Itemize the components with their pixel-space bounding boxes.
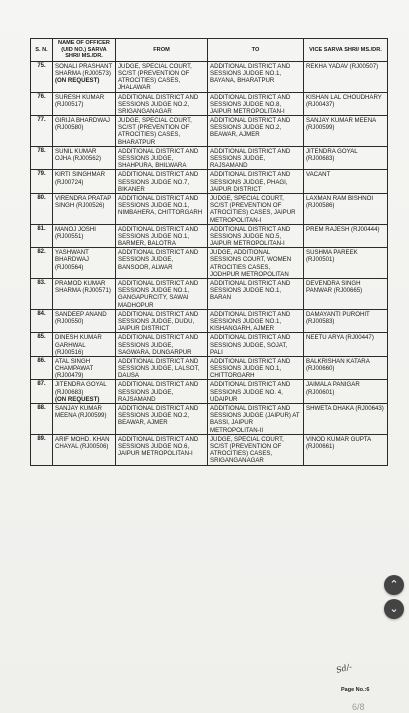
officer-name: SONALI PRASHANT SHARMA (RJ00573) [55, 62, 113, 77]
officer-name: SANJAY KUMAR MEENA (RJ00599) [55, 405, 107, 420]
cell-to: ADDITIONAL DISTRICT AND SESSIONS JUDGE NO.5, JAIPUR METROPOLITAN-I [208, 224, 304, 248]
officer-name: YASHWANT BHARDWAJ (RJ00564) [55, 249, 89, 271]
table-body [31, 61, 388, 465]
officer-name: ATAL SINGH CHAMPAWAT (RJ00479) [55, 357, 94, 380]
cell-sn: 85. [31, 333, 53, 357]
table-row [31, 146, 388, 170]
officer-name: JITENDRA GOYAL (RJ00683) [55, 381, 107, 396]
cell-vice: JAIMALA PANIGAR (RJ00601) [304, 380, 388, 404]
page-up-button[interactable] [384, 575, 404, 595]
cell-vice: VACANT [304, 170, 388, 194]
cell-vice: DAMAYANTI PUROHIT (RJ00583) [304, 309, 388, 333]
cell-from: ADDITIONAL DISTRICT AND SESSIONS JUDGE NO.6, JAIPUR METROPOLITAN-I [116, 434, 208, 465]
cell-to: JUDGE, SPECIAL COURT, SC/ST (PREVENTION OF ATROCITIES) CASES, JAIPUR METROPOLITAN-I [208, 193, 304, 224]
cell-from: ADDITIONAL DISTRICT AND SESSIONS JUDGE, RAJSAMAND [116, 380, 208, 404]
cell-from: ADDITIONAL DISTRICT AND SESSIONS JUDGE, DUDU, JAIPUR DISTRICT [116, 309, 208, 333]
cell-from: ADDITIONAL DISTRICT AND SESSIONS JUDGE, SAGWARA, DUNGARPUR [116, 333, 208, 357]
cell-sn: 87. [31, 380, 53, 404]
cell-sn: 86. [31, 356, 53, 380]
request-note: (ON REQUEST) [55, 395, 100, 403]
cell-from: ADDITIONAL DISTRICT AND SESSIONS JUDGE NO.2, BEAWAR, AJMER [116, 404, 208, 435]
officer-name: SANDEEP ANAND (RJ00550) [55, 310, 107, 325]
request-note: (ON REQUEST) [55, 77, 100, 85]
cell-vice: LAXMAN RAM BISHNOI (RJ00586) [304, 193, 388, 224]
officer-name: GIRIJA BHARDWAJ (RJ00580) [55, 117, 110, 132]
cell-officer [53, 356, 116, 380]
chevron-up-icon: ⌃ [389, 578, 399, 591]
cell-officer [53, 116, 116, 147]
cell-vice: KISHAN LAL CHOUDHARY (RJ00437) [304, 92, 388, 116]
transfer-table [30, 38, 388, 466]
cell-to: JUDGE, ADDITIONAL SESSIONS COURT, WOMEN ATROCITIES CASES, JODHPUR METROPOLITAN [208, 248, 304, 279]
cell-to: ADDITIONAL DISTRICT AND SESSIONS JUDGE, RAJSAMAND [208, 146, 304, 170]
cell-vice: SHWETA DHAKA (RJ00643) [304, 404, 388, 435]
table-row [31, 333, 388, 357]
cell-vice: NEETU ARYA (RJ00447) [304, 333, 388, 357]
cell-from: ADDITIONAL DISTRICT AND SESSIONS JUDGE NO.1, NIMBAHERA, CHITTORGARH [116, 193, 208, 224]
table-row [31, 380, 388, 404]
officer-name: VIRENDRA PRATAP SINGH (RJ00526) [55, 194, 112, 210]
signature: Sd/- [335, 662, 353, 675]
officer-name: SURESH KUMAR (RJ00517) [55, 93, 105, 108]
cell-to: ADDITIONAL DISTRICT AND SESSIONS JUDGE NO.8, JAIPUR METROPOLITAN-I [208, 92, 304, 116]
cell-to: ADDITIONAL DISTRICT AND SESSIONS JUDGE NO.2, BEAWAR, AJMER [208, 116, 304, 147]
cell-to: ADDITIONAL DISTRICT AND SESSIONS JUDGE NO.1, BAYANA, BHARATPUR [208, 61, 304, 92]
cell-vice: REKHA YADAV (RJ00507) [304, 61, 388, 92]
officer-name: PRAMOD KUMAR SHARMA (RJ00571) [55, 280, 111, 295]
cell-officer [53, 146, 116, 170]
cell-vice: PREM RAJESH (RJ00444) [304, 224, 388, 248]
cell-vice: DEVENDRA SINGH PANWAR (RJ00665) [304, 279, 388, 310]
cell-from: ADDITIONAL DISTRICT AND SESSIONS JUDGE NO.2, SRIGANGANAGAR [116, 92, 208, 116]
officer-name: DINESH KUMAR GARHWAL (RJ00516) [55, 334, 102, 356]
cell-from: JUDGE, SPECIAL COURT, SC/ST (PREVENTION OF ATROCITIES) CASES, JHALAWAR [116, 61, 208, 92]
cell-sn: 78. [31, 146, 53, 170]
table-row [31, 92, 388, 116]
page-number: Page No.:6 [341, 687, 370, 693]
table-row [31, 224, 388, 248]
cell-from: ADDITIONAL DISTRICT AND SESSIONS JUDGE, SHAHPURA, BHILWARA [116, 146, 208, 170]
cell-sn: 80. [31, 193, 53, 224]
cell-to: ADDITIONAL DISTRICT AND SESSIONS JUDGE NO.1, BARAN [208, 279, 304, 310]
cell-to: ADDITIONAL DISTRICT AND SESSIONS JUDGE NO. 4, UDAIPUR [208, 380, 304, 404]
cell-to: ADDITIONAL DISTRICT AND SESSIONS JUDGE, SOJAT, PALI [208, 333, 304, 357]
cell-officer [53, 333, 116, 357]
table-row [31, 116, 388, 147]
cell-from: ADDITIONAL DISTRICT AND SESSIONS JUDGE NO.1, GANGAPURCITY, SAWAI MADHOPUR [116, 279, 208, 310]
cell-to: ADDITIONAL DISTRICT AND SESSIONS JUDGE (JAIPUR) AT BASSI, JAIPUR METROPOLITAN-II [208, 404, 304, 435]
cell-officer [53, 61, 116, 92]
cell-officer [53, 193, 116, 224]
cell-vice: JITENDRA GOYAL (RJ00683) [304, 146, 388, 170]
table-row [31, 434, 388, 465]
cell-to: ADDITIONAL DISTRICT AND SESSIONS JUDGE, PHAGI, JAIPUR DISTRICT [208, 170, 304, 194]
officer-name: MANOJ JOSHI (RJ00551) [55, 225, 96, 240]
cell-vice: SANJAY KUMAR MEENA (RJ00599) [304, 116, 388, 147]
header-officer: NAME OF OFFICER (UID NO.) SARVA SHRI/ MS./DR. [53, 39, 116, 62]
cell-officer [53, 224, 116, 248]
table-header-row [31, 39, 388, 62]
table-row [31, 356, 388, 380]
page-down-button[interactable] [384, 599, 404, 619]
cell-officer [53, 434, 116, 465]
cell-from: JUDGE, SPECIAL COURT, SC/ST (PREVENTION OF ATROCITIES) CASES, BHARATPUR [116, 116, 208, 147]
table-row [31, 404, 388, 435]
officer-name: ARIF MOHD. KHAN CHAYAL (RJ00506) [55, 435, 110, 450]
cell-to: JUDGE, SPECIAL COURT, SC/ST (PREVENTION OF ATROCITIES) CASES, SRIGANGANAGAR [208, 434, 304, 465]
table-row [31, 248, 388, 279]
cell-from: ADDITIONAL DISTRICT AND SESSIONS JUDGE, BANSOOR, ALWAR [116, 248, 208, 279]
header-to: TO [208, 39, 304, 62]
cell-to: ADDITIONAL DISTRICT AND SESSIONS JUDGE NO.1, KISHANGARH, AJMER [208, 309, 304, 333]
header-from: FROM [116, 39, 208, 62]
cell-sn: 79. [31, 170, 53, 194]
officer-name: SUNIL KUMAR OJHA (RJ00562) [55, 147, 102, 163]
cell-sn: 75. [31, 61, 53, 92]
cell-officer [53, 279, 116, 310]
cell-sn: 81. [31, 224, 53, 248]
table-row [31, 309, 388, 333]
cell-vice: SUSHMA PAREEK (RJ00501) [304, 248, 388, 279]
cell-from: ADDITIONAL DISTRICT AND SESSIONS JUDGE NO.1, BARMER, BALOTRA [116, 224, 208, 248]
table-row [31, 61, 388, 92]
cell-to: ADDITIONAL DISTRICT AND SESSIONS JUDGE NO.1, CHITTORGARH [208, 356, 304, 380]
cell-sn: 83. [31, 279, 53, 310]
header-vice: VICE SARVA SHRI/ MS./DR. [304, 39, 388, 62]
cell-sn: 82. [31, 248, 53, 279]
cell-vice: VINOD KUMAR GUPTA (RJ00661) [304, 434, 388, 465]
cell-officer [53, 170, 116, 194]
cell-officer [53, 380, 116, 404]
cell-sn: 84. [31, 309, 53, 333]
cell-sn: 77. [31, 116, 53, 147]
cell-from: ADDITIONAL DISTRICT AND SESSIONS JUDGE, LALSOT, DAUSA [116, 356, 208, 380]
chevron-down-icon: ⌄ [389, 602, 399, 615]
table-row [31, 279, 388, 310]
table-row [31, 193, 388, 224]
header-sn: S. N. [31, 39, 53, 62]
cell-from: ADDITIONAL DISTRICT AND SESSIONS JUDGE NO.7, BIKANER [116, 170, 208, 194]
cell-officer [53, 404, 116, 435]
cell-officer [53, 309, 116, 333]
table-row [31, 170, 388, 194]
page-counter: 6/8 [352, 702, 365, 712]
cell-officer [53, 92, 116, 116]
cell-sn: 89. [31, 434, 53, 465]
cell-vice: BALKRISHAN KATARA (RJ00660) [304, 356, 388, 380]
cell-officer [53, 248, 116, 279]
cell-sn: 88. [31, 404, 53, 435]
cell-sn: 76. [31, 92, 53, 116]
officer-name: KIRTI SINGHMAR (RJ00724) [55, 171, 105, 186]
